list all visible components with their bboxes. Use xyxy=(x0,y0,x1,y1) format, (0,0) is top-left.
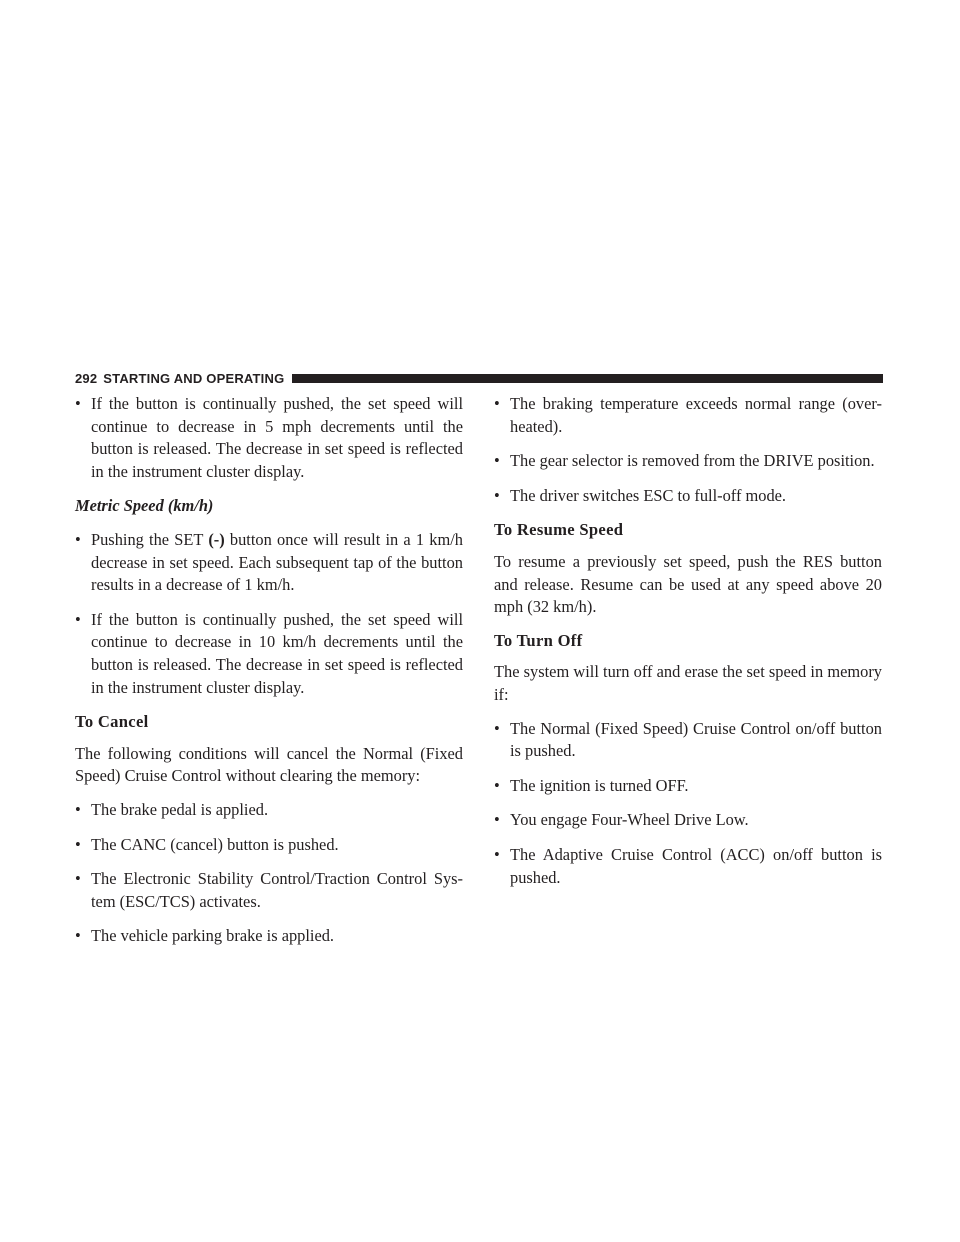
list-item-text: The driver switches ESC to full-off mode. xyxy=(510,485,787,505)
list-item xyxy=(494,450,882,473)
list-item-text: You engage Four-Wheel Drive Low. xyxy=(510,810,749,830)
bullet-icon: • xyxy=(75,869,81,889)
list-item-text: If the button is continually pushed, the set speed will continue to decrease in 5 mph decrements until the button is released. The decrease in set speed is reflected in the instrument cluster display. xyxy=(91,394,463,481)
list-item xyxy=(75,868,463,913)
list-item xyxy=(494,844,882,889)
bullet-icon: • xyxy=(494,485,500,505)
left-column xyxy=(75,393,463,960)
right-column xyxy=(494,393,882,901)
list-item-text: The CANC (cancel) button is pushed. xyxy=(91,834,339,854)
bullet-icon: • xyxy=(494,451,500,471)
bullet-icon: • xyxy=(75,609,81,629)
bullet-icon: • xyxy=(494,810,500,830)
page-number: 292 xyxy=(75,370,98,386)
bullet-icon: • xyxy=(494,718,500,738)
list-item xyxy=(75,925,463,948)
list-item xyxy=(494,485,882,508)
header-rule xyxy=(292,374,883,383)
list-item xyxy=(494,393,882,438)
bullet-icon: • xyxy=(494,844,500,864)
list-item xyxy=(494,718,882,763)
bullet-icon: • xyxy=(75,926,81,946)
list-item-text: If the button is continually pushed, the set speed will continue to decrease in 10 km/h decrements until the button is released. The decrease in set speed is reflected in the instrument cluster display. xyxy=(91,609,463,697)
list-item xyxy=(75,609,463,699)
bullet-icon: • xyxy=(494,394,500,413)
list-item-text: The Adaptive Cruise Control (ACC) on/off button is pushed. xyxy=(510,844,882,887)
bullet-icon: • xyxy=(494,775,500,795)
to-turn-off-heading: To Turn Off xyxy=(494,630,583,650)
list-item-text: The Normal (Fixed Speed) Cruise Control on/off button is pushed. xyxy=(510,718,882,761)
list-item xyxy=(75,799,463,822)
list-item-text-post: button once will result in a 1 km/h decrease in set speed. Each subsequent tap of the button results in a decrease of 1 km/h. xyxy=(91,529,464,595)
list-item-text: The vehicle parking brake is applied. xyxy=(91,926,335,946)
list-item-text: The Electronic Stability Control/Traction Control Sys-tem (ESC/TCS) activates. xyxy=(91,869,463,911)
bullet-icon: • xyxy=(75,394,81,413)
list-item-text: The ignition is turned OFF. xyxy=(510,775,689,795)
metric-speed-heading: Metric Speed (km/h) xyxy=(75,496,214,516)
turnoff-intro-paragraph: The system will turn off and erase the set speed in memory if: xyxy=(494,662,882,704)
list-item xyxy=(75,529,463,597)
bullet-icon: • xyxy=(75,529,81,549)
to-cancel-heading: To Cancel xyxy=(75,712,149,732)
list-item xyxy=(75,393,463,483)
bullet-icon: • xyxy=(75,834,81,854)
resume-paragraph: To resume a previously set speed, push the RES button and release. Resume can be used at any speed above 20 mph (32 km/h). xyxy=(494,551,882,617)
cancel-intro-paragraph: The following conditions will cancel the Normal (Fixed Speed) Cruise Control without clearing the memory: xyxy=(75,743,463,786)
list-item-text: The brake pedal is applied. xyxy=(91,799,269,819)
list-item xyxy=(494,775,882,798)
list-item-text-pre: Pushing the SET xyxy=(91,529,209,549)
list-item-text: The braking temperature exceeds normal range (over-heated). xyxy=(510,394,882,436)
page-header xyxy=(75,370,883,386)
list-item xyxy=(75,834,463,857)
bullet-icon: • xyxy=(75,799,81,819)
section-title: STARTING AND OPERATING xyxy=(103,370,285,386)
list-item-text: The gear selector is removed from the DRIVE position. xyxy=(510,451,875,471)
to-resume-speed-heading: To Resume Speed xyxy=(494,520,624,540)
list-item xyxy=(494,809,882,832)
set-minus-label: (-) xyxy=(208,529,225,549)
